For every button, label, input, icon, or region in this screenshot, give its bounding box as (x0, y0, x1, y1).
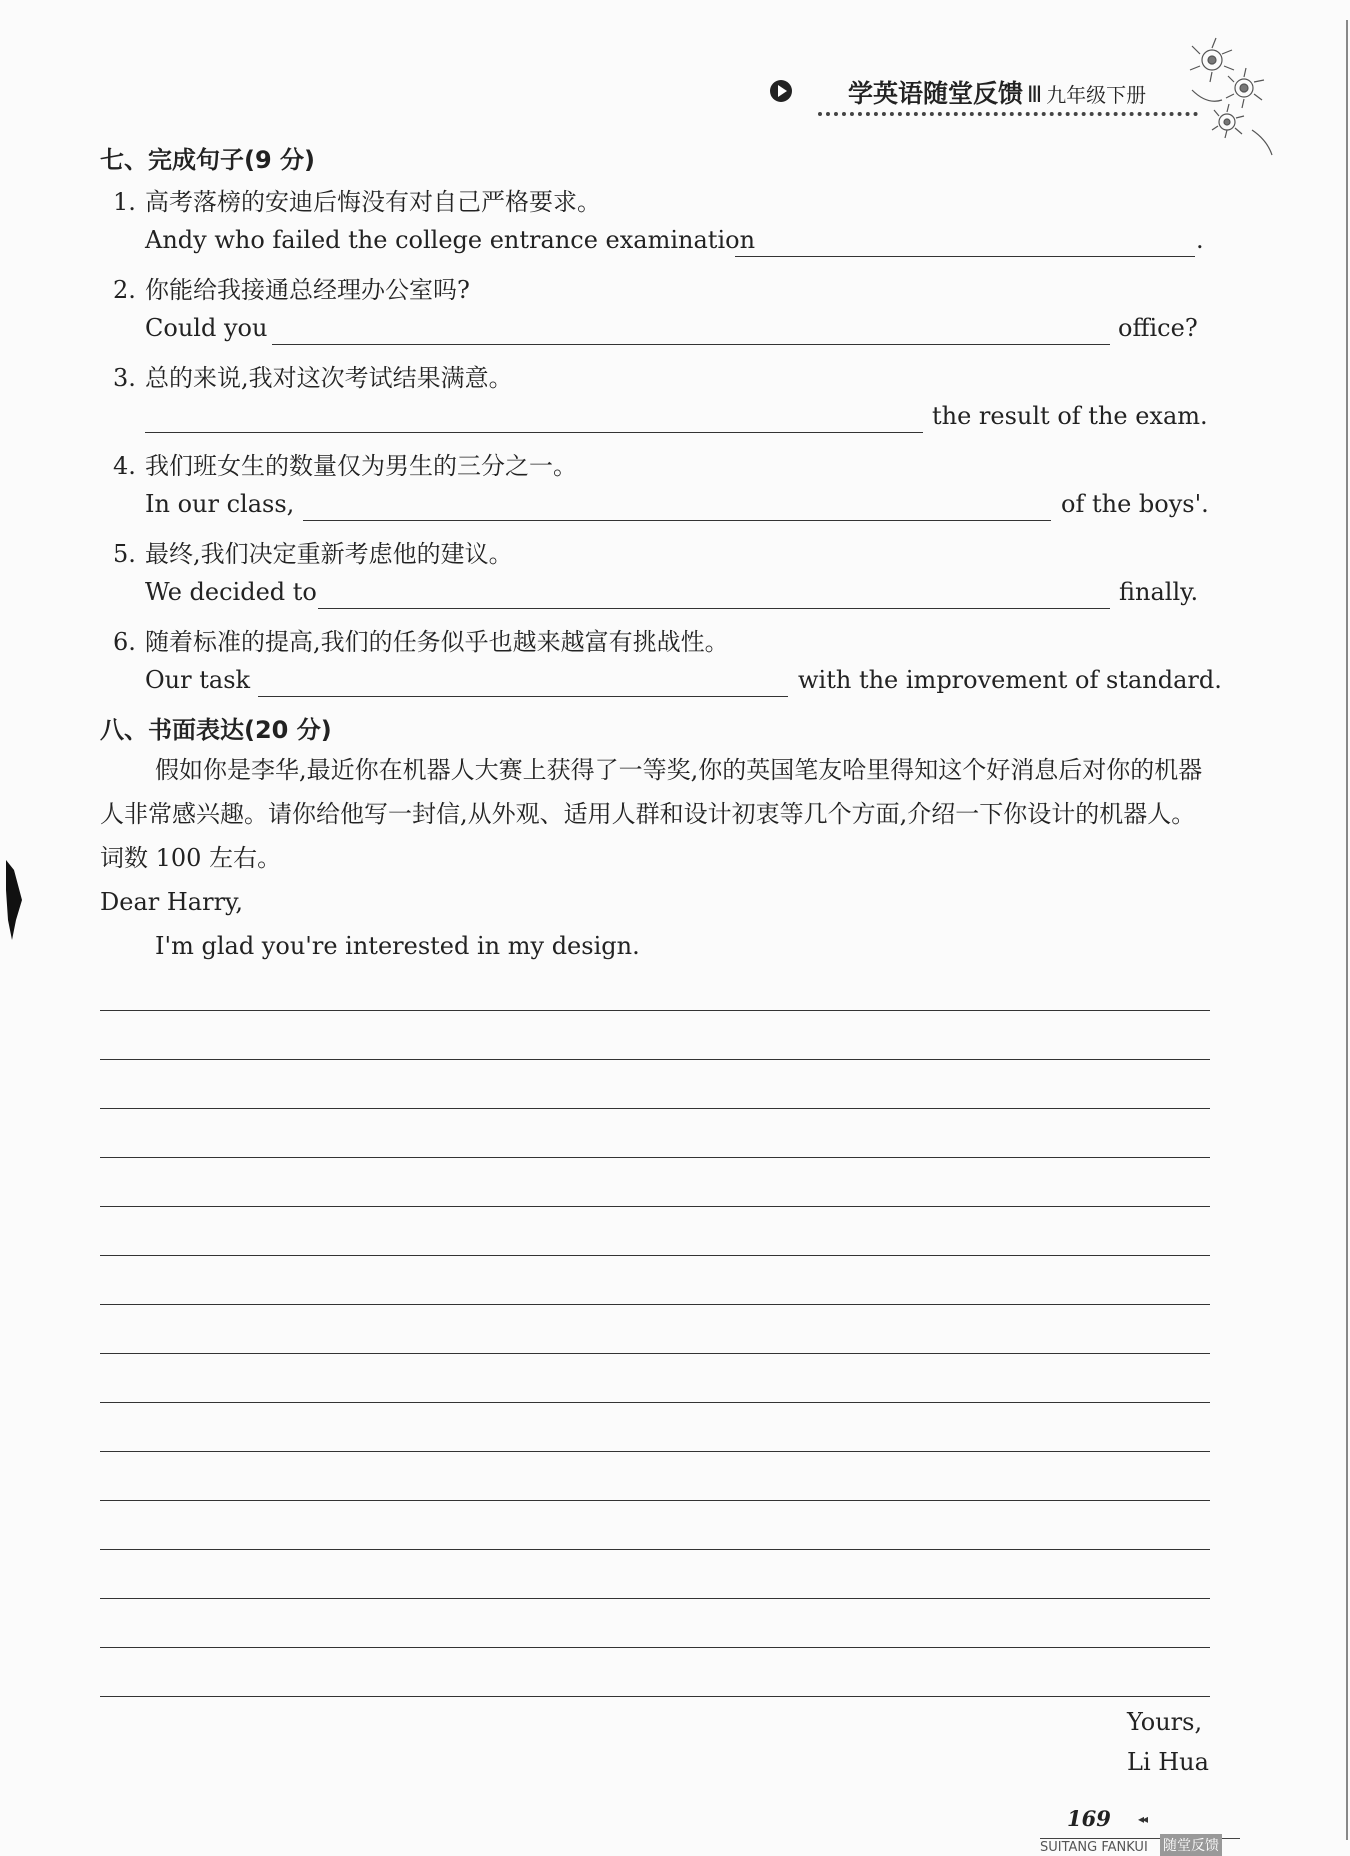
answer-suffix: . (1196, 226, 1204, 254)
footer-badge: 随堂反馈 (1160, 1834, 1222, 1856)
writing-line[interactable] (100, 1255, 1210, 1256)
answer-suffix: of the boys'. (1061, 490, 1209, 518)
question-2 (113, 270, 470, 305)
writing-line[interactable] (100, 1598, 1210, 1599)
answer-prefix: Andy who failed the college entrance examination (145, 226, 756, 254)
question-number: 6. (113, 628, 136, 656)
answer-suffix: office? (1118, 314, 1198, 342)
question-chinese: 你能给我接通总经理办公室吗? (145, 276, 470, 304)
writing-line[interactable] (100, 1402, 1210, 1403)
answer-prefix: In our class, (145, 490, 295, 518)
writing-line[interactable] (100, 1157, 1210, 1158)
question-chinese: 我们班女生的数量仅为男生的三分之一。 (145, 452, 577, 480)
answer-prefix: We decided to (145, 578, 317, 606)
play-icon (770, 80, 792, 102)
question-5 (113, 534, 513, 569)
letter-closing: Yours, (1127, 1708, 1203, 1736)
question-4 (113, 446, 577, 481)
answer-blank-6[interactable] (258, 696, 788, 697)
question-chinese: 随着标准的提高,我们的任务似乎也越来越富有挑战性。 (145, 628, 729, 656)
header-title (848, 74, 1146, 110)
answer-suffix: with the improvement of standard. (798, 666, 1222, 694)
question-number: 1. (113, 188, 136, 216)
grade-label: 九年级下册 (1046, 83, 1147, 107)
question-chinese: 总的来说,我对这次考试结果满意。 (145, 364, 513, 392)
answer-suffix: the result of the exam. (932, 402, 1208, 430)
answer-blank-5[interactable] (318, 608, 1110, 609)
answer-blank-2[interactable] (272, 344, 1110, 345)
section-8-title: 八、书面表达(20 分) (100, 716, 332, 744)
answer-blank-1[interactable] (735, 256, 1195, 257)
footer-series: SUITANG FANKUI (1040, 1840, 1148, 1855)
header-dotted-rule (818, 112, 1198, 116)
page-header (770, 72, 1240, 122)
writing-line[interactable] (100, 1304, 1210, 1305)
letter-opening: I'm glad you're interested in my design. (155, 932, 640, 960)
answer-blank-4[interactable] (303, 520, 1051, 521)
letter-signature: Li Hua (1127, 1748, 1209, 1776)
question-number: 2. (113, 276, 136, 304)
writing-line[interactable] (100, 1059, 1210, 1060)
writing-line[interactable] (100, 1353, 1210, 1354)
volume-separator: Ⅲ (1027, 83, 1043, 108)
writing-line[interactable] (100, 1010, 1210, 1011)
question-number: 3. (113, 364, 136, 392)
answer-suffix: finally. (1119, 578, 1199, 606)
book-title: 学英语随堂反馈 (848, 79, 1024, 108)
writing-line[interactable] (100, 1647, 1210, 1648)
page-number: 169 (1067, 1806, 1111, 1831)
question-chinese: 高考落榜的安迪后悔没有对自己严格要求。 (145, 188, 601, 216)
answer-prefix: Could you (145, 314, 268, 342)
page-edge-line (1346, 20, 1348, 1840)
writing-line[interactable] (100, 1108, 1210, 1109)
question-6 (113, 622, 729, 657)
writing-line[interactable] (100, 1500, 1210, 1501)
writing-line[interactable] (100, 1451, 1210, 1452)
double-left-arrow-icon: ◂◂ (1138, 1812, 1147, 1826)
question-number: 5. (113, 540, 136, 568)
writing-line[interactable] (100, 1696, 1210, 1697)
answer-blank-3[interactable] (145, 432, 923, 433)
writing-prompt: 假如你是李华,最近你在机器人大赛上获得了一等奖,你的英国笔友哈里得知这个好消息后对你的机器人非常感兴趣。请你给他写一封信,从外观、适用人群和设计初衷等几个方面,介绍一下你设计的机器人。词数 100 左右。 (100, 756, 1203, 872)
writing-line[interactable] (100, 1206, 1210, 1207)
question-1 (113, 182, 601, 217)
answer-prefix: Our task (145, 666, 251, 694)
section-7-title: 七、完成句子(9 分) (100, 146, 315, 174)
question-number: 4. (113, 452, 136, 480)
flower-decoration-icon (1172, 30, 1282, 160)
question-3 (113, 358, 513, 393)
scan-edge-mark-icon (4, 860, 24, 940)
letter-greeting: Dear Harry, (100, 888, 244, 916)
question-chinese: 最终,我们决定重新考虑他的建议。 (145, 540, 513, 568)
writing-line[interactable] (100, 1549, 1210, 1550)
